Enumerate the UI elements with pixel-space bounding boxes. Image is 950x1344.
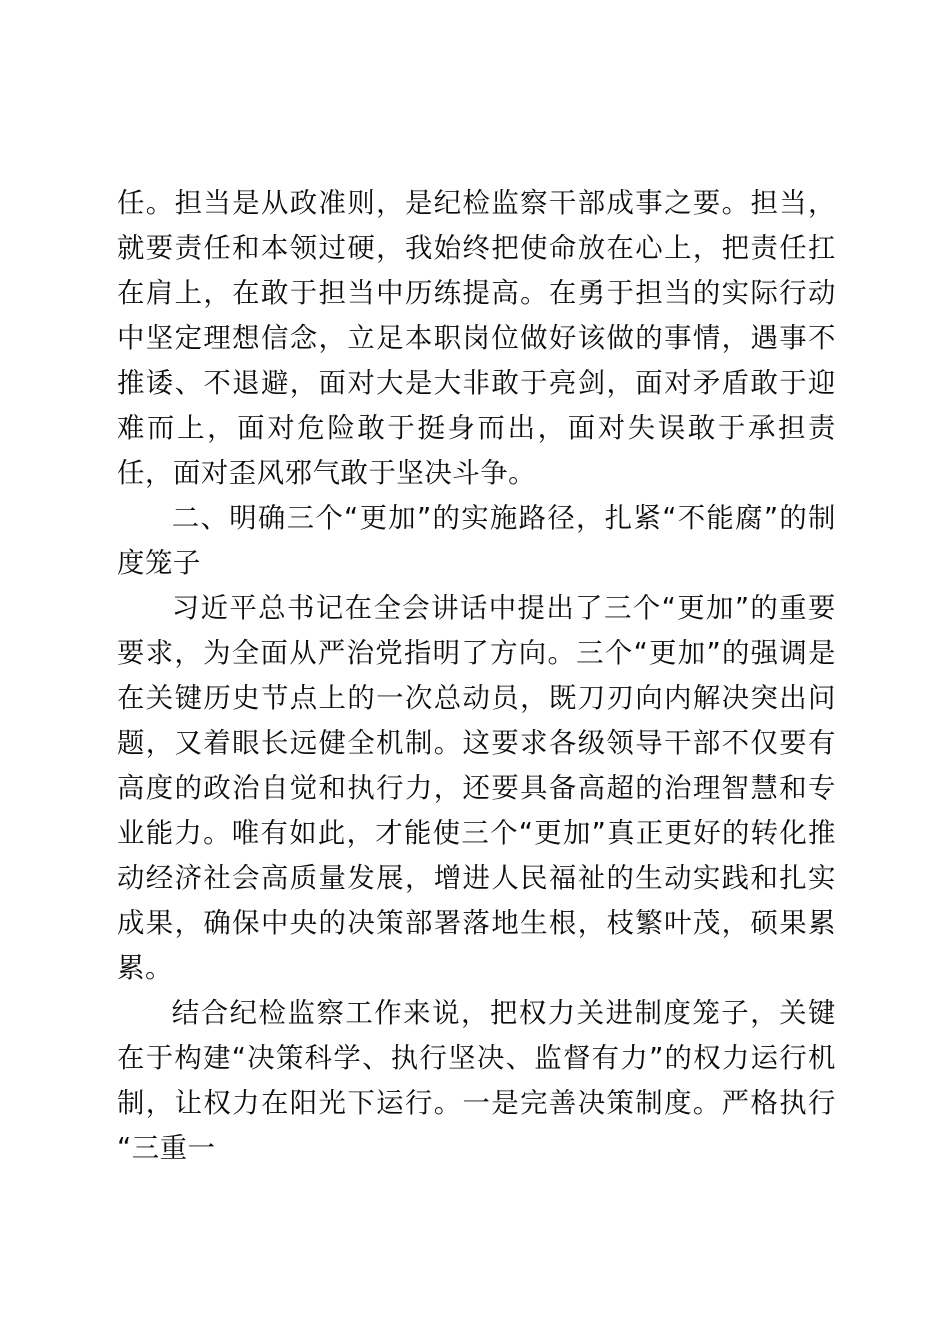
- heading-section-two: 二、明确三个“更加”的实施路径，扎紧“不能腐”的制度笼子: [117, 503, 836, 579]
- text-column: [117, 181, 836, 1171]
- paragraph-power-cage: 结合纪检监察工作来说，把权力关进制度笼子，关键在于构建“决策科学、执行坚决、监督有力”的权力运行机制，让权力在阳光下运行。一是完善决策制度。严格执行“三重一: [117, 998, 836, 1164]
- paragraph-three-more: 习近平总书记在全会讲话中提出了三个“更加”的重要要求，为全面从严治党指明了方向。三个“更加”的强调是在关键历史节点上的一次总动员，既刀刃向内解决突出问题，又着眼长远健全机制。这要求各级领导干部不仅要有高度的政治自觉和执行力，还要具备高超的治理智慧和专业能力。唯有如此，才能使三个“更加”真正更好的转化推动经济社会高质量发展，增进人民福祉的生动实践和扎实成果，确保中央的决策部署落地生根，枝繁叶茂，硕果累累。: [117, 593, 836, 984]
- paragraph-responsibility: 任。担当是从政准则，是纪检监察干部成事之要。担当，就要责任和本领过硬，我始终把使命放在心上，把责任扛在肩上，在敢于担当中历练提高。在勇于担当的实际行动中坚定理想信念，立足本职岗位做好该做的事情，遇事不推诿、不退避，面对大是大非敢于亮剑，面对矛盾敢于迎难而上，面对危险敢于挺身而出，面对失误敢于承担责任，面对歪风邪气敢于坚决斗争。: [117, 188, 836, 489]
